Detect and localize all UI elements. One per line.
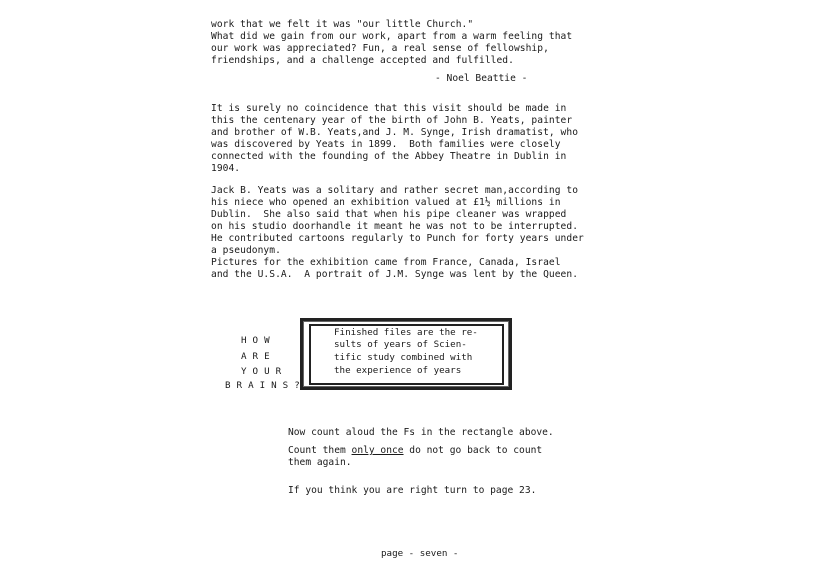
- puzzle-word: YOUR: [241, 366, 288, 377]
- puzzle-text-line: Finished files are the re-: [334, 327, 478, 338]
- text-line: He contributed cartoons regularly to Punch for forty years under: [211, 233, 584, 244]
- instruction-text: Count them: [288, 445, 352, 456]
- text-line: was discovered by Yeats in 1899. Both families were closely: [211, 139, 561, 150]
- instruction-line: them again.: [288, 457, 352, 468]
- text-line: on his studio doorhandle it meant he was not to be interrupted.: [211, 221, 579, 232]
- text-line: Pictures for the exhibition came from France, Canada, Israel: [211, 257, 561, 268]
- text-line: a pseudonym.: [211, 245, 281, 256]
- text-line: and brother of W.B. Yeats,and J. M. Synge, Irish dramatist, who: [211, 127, 579, 138]
- text-line: work that we felt it was "our little Church.": [211, 19, 474, 30]
- instruction-line: If you think you are right turn to page 23.: [288, 485, 537, 496]
- puzzle-word: BRAINS?: [225, 380, 306, 391]
- instruction-line: Now count aloud the Fs in the rectangle above.: [288, 427, 554, 438]
- text-line: his niece who opened an exhibition valued at £1½ millions in: [211, 197, 561, 208]
- puzzle-word: HOW: [241, 335, 276, 346]
- underlined-text: only once: [351, 445, 404, 456]
- text-line: connected with the founding of the Abbey Theatre in Dublin in: [211, 151, 567, 162]
- text-line: It is surely no coincidence that this visit should be made in: [211, 103, 567, 114]
- page-number: page - seven -: [381, 548, 459, 559]
- text-line: Dublin. She also said that when his pipe cleaner was wrapped: [211, 209, 567, 220]
- instruction-text: do not go back to count: [403, 445, 543, 456]
- text-line: 1904.: [211, 163, 241, 174]
- instruction-line: [288, 445, 542, 456]
- puzzle-text-line: tific study combined with: [334, 352, 473, 363]
- puzzle-text-line: the experience of years: [334, 365, 462, 376]
- puzzle-word: ARE: [241, 351, 276, 362]
- text-line: this the centenary year of the birth of John B. Yeats, painter: [211, 115, 573, 126]
- text-line: What did we gain from our work, apart from a warm feeling that: [211, 31, 573, 42]
- text-line: Jack B. Yeats was a solitary and rather secret man,according to: [211, 185, 579, 196]
- text-line: friendships, and a challenge accepted and fulfilled.: [211, 55, 514, 66]
- text-line: and the U.S.A. A portrait of J.M. Synge was lent by the Queen.: [211, 269, 579, 280]
- puzzle-text-line: sults of years of Scien-: [334, 339, 467, 350]
- signature: - Noel Beattie -: [435, 73, 528, 84]
- text-line: our work was appreciated? Fun, a real sense of fellowship,: [211, 43, 549, 54]
